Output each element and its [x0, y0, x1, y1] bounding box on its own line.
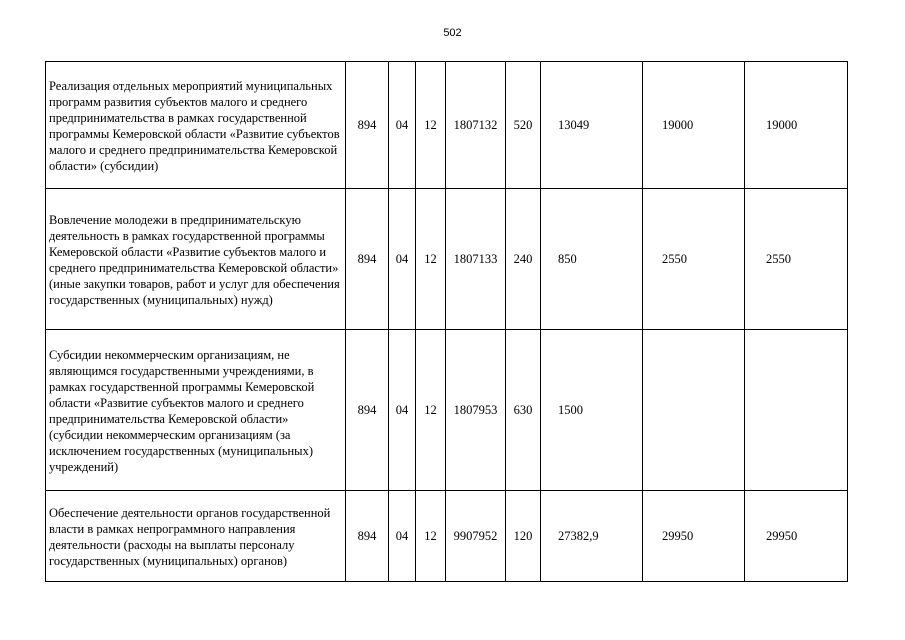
amount-value: 19000	[766, 118, 798, 132]
section-code: 04	[389, 189, 416, 330]
table-row	[46, 491, 848, 582]
target-article-code: 1807953	[446, 330, 506, 491]
expense-description: Субсидии некоммерческим организациям, не являющимся государственными учреждениями, в рамках государственной программы Кемеровской области «Развитие субъектов малого и среднего предпринимательства Кемеровской области» (субсидии некоммерческим организациям (за исключением государственных (муниципальных) учреждений)	[46, 330, 346, 491]
amount-year-1	[541, 62, 643, 189]
expense-description: Реализация отдельных мероприятий муниципальных программ развития субъектов малого и среднего предпринимательства в рамках государственной программы Кемеровской области «Развитие субъектов малого и среднего предпринимательства Кемеровской области» (субсидии)	[46, 62, 346, 189]
amount-year-2	[643, 189, 745, 330]
expense-type-code: 120	[506, 491, 541, 582]
amount-value: 29950	[766, 529, 798, 543]
amount-value: 2550	[766, 252, 791, 266]
amount-year-3	[745, 491, 848, 582]
amount-year-3	[745, 189, 848, 330]
amount-value: 2550	[662, 252, 687, 266]
page-number: 502	[443, 27, 462, 39]
expense-description: Вовлечение молодежи в предпринимательскую деятельность в рамках государственной программы Кемеровской области «Развитие субъектов малого и среднего предпринимательства Кемеровской области» (иные закупки товаров, работ и услуг для обеспечения государственных (муниципальных) нужд)	[46, 189, 346, 330]
section-code: 04	[389, 330, 416, 491]
amount-year-1	[541, 330, 643, 491]
amount-year-1	[541, 491, 643, 582]
amount-year-2	[643, 491, 745, 582]
section-code: 04	[389, 491, 416, 582]
table-row	[46, 330, 848, 491]
budget-table	[45, 61, 848, 582]
expense-type-code: 520	[506, 62, 541, 189]
amount-value: 1500	[558, 403, 583, 417]
amount-value: 850	[558, 252, 577, 266]
subsection-code: 12	[416, 62, 446, 189]
section-code: 04	[389, 62, 416, 189]
amount-year-2	[643, 330, 745, 491]
amount-value: 19000	[662, 118, 694, 132]
ministry-code: 894	[346, 62, 389, 189]
target-article-code: 9907952	[446, 491, 506, 582]
table-row	[46, 189, 848, 330]
expense-type-code: 630	[506, 330, 541, 491]
ministry-code: 894	[346, 189, 389, 330]
ministry-code: 894	[346, 491, 389, 582]
table-row	[46, 62, 848, 189]
amount-value: 13049	[558, 118, 590, 132]
target-article-code: 1807132	[446, 62, 506, 189]
amount-value: 27382,9	[558, 529, 599, 543]
target-article-code: 1807133	[446, 189, 506, 330]
amount-value: 29950	[662, 529, 694, 543]
expense-type-code: 240	[506, 189, 541, 330]
amount-year-1	[541, 189, 643, 330]
subsection-code: 12	[416, 189, 446, 330]
subsection-code: 12	[416, 491, 446, 582]
subsection-code: 12	[416, 330, 446, 491]
expense-description: Обеспечение деятельности органов государственной власти в рамках непрограммного направления деятельности (расходы на выплаты персоналу государственных (муниципальных) органов)	[46, 491, 346, 582]
amount-year-3	[745, 62, 848, 189]
amount-year-3	[745, 330, 848, 491]
ministry-code: 894	[346, 330, 389, 491]
amount-year-2	[643, 62, 745, 189]
